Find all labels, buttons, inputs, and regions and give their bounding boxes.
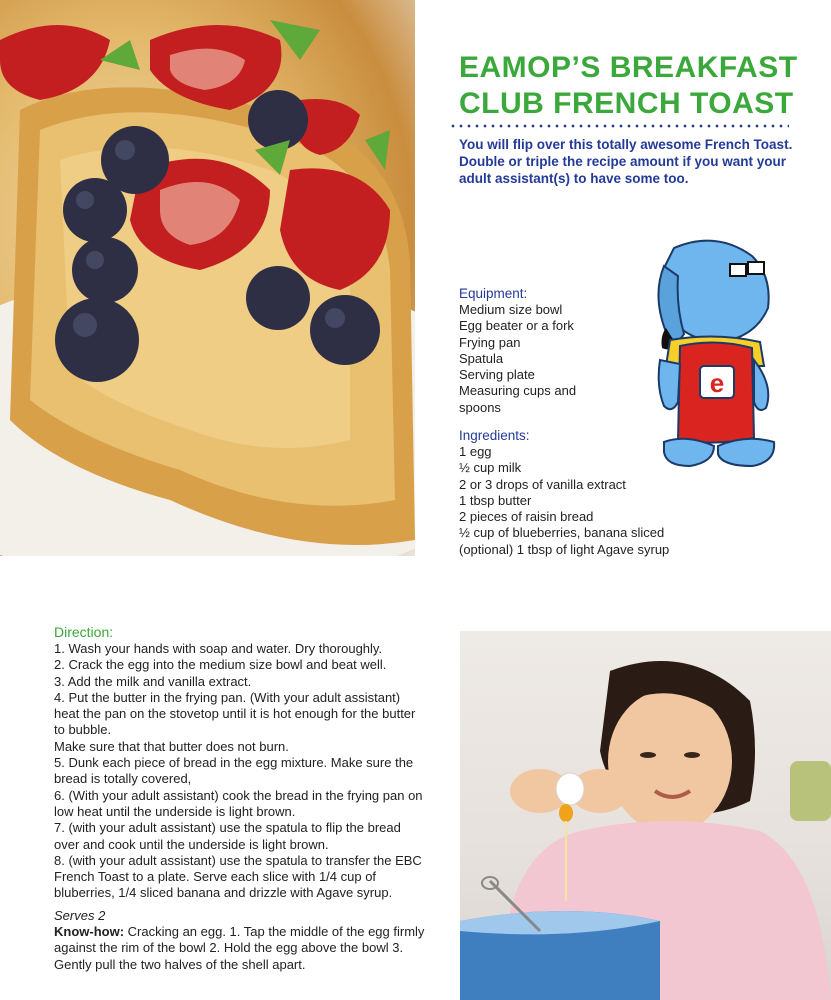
list-item: ½ cup of blueberries, banana sliced (optional) 1 tbsp of light Agave syrup <box>459 525 670 557</box>
equipment-heading: Equipment: <box>459 286 528 301</box>
mascot-illustration <box>656 236 776 476</box>
mascot-badge-letter: e <box>709 368 725 398</box>
equipment-list <box>459 302 609 416</box>
list-item: 6. (With your adult assistant) cook the bread in the frying pan on low heat until the underside is light brown. <box>54 787 423 819</box>
direction-section <box>54 624 426 973</box>
list-item: 1 egg <box>459 444 492 459</box>
list-item: 1 tbsp butter <box>459 492 532 508</box>
list-item: 2. Crack the egg into the medium size bowl and beat well. <box>54 657 387 673</box>
list-item: 1. Wash your hands with soap and water. Dry thoroughly. <box>54 641 383 656</box>
ingredients-list <box>459 444 679 558</box>
knowhow-note <box>54 924 426 973</box>
list-item: ½ cup milk <box>459 460 522 476</box>
girl-cracking-egg-photo <box>460 631 831 1000</box>
recipe-intro: You will flip over this totally awesome French Toast. Double or triple the recipe amount if you want your adult assistant(s) to have some too. <box>459 137 793 186</box>
list-item: 8. (with your adult assistant) use the spatula to transfer the EBC French Toast to a plate. Serve each slice with 1/4 cup of bluberries, 1/4 sliced banana and drizzle with Agave syrup. <box>54 852 422 901</box>
direction-steps <box>54 641 426 902</box>
knowhow-text: Cracking an egg. 1. Tap the middle of the egg firmly against the rim of the bowl 2. Hold the egg above the bowl 3. Gently pull the two halves of the shell apart. <box>54 924 425 972</box>
list-item: 2 pieces of raisin bread <box>459 509 594 525</box>
list-item: 7. (with your adult assistant) use the spatula to flip the bread over and cook until the underside is light brown. <box>54 820 401 852</box>
list-item: Make sure that that butter does not burn. <box>54 738 289 754</box>
serves-note: Serves 2 <box>54 907 106 923</box>
list-item: Medium size bowl <box>459 302 563 317</box>
equipment-section <box>459 286 609 416</box>
list-item: 5. Dunk each piece of bread in the egg mixture. Make sure the bread is totally covered, <box>54 755 414 787</box>
list-item: Spatula <box>459 350 504 366</box>
list-item: Serving plate <box>459 367 535 383</box>
list-item: Egg beater or a fork <box>459 318 574 334</box>
list-item: 3. Add the milk and vanilla extract. <box>54 673 252 689</box>
direction-heading: Direction: <box>54 624 114 640</box>
recipe-title: EAMOP’S BREAKFAST CLUB FRENCH TOAST <box>459 51 798 120</box>
list-item: 2 or 3 drops of vanilla extract <box>459 476 626 492</box>
ingredients-heading: Ingredients: <box>459 428 530 443</box>
knowhow-label: Know-how: <box>54 924 125 940</box>
list-item: 4. Put the butter in the frying pan. (With your adult assistant) heat the pan on the stovetop until it is hot enough for the butter to bubble. <box>54 689 416 738</box>
list-item: Measuring cups and spoons <box>459 383 577 415</box>
list-item: Frying pan <box>459 334 521 350</box>
french-toast-photo <box>0 0 415 556</box>
dotted-divider <box>449 124 789 128</box>
